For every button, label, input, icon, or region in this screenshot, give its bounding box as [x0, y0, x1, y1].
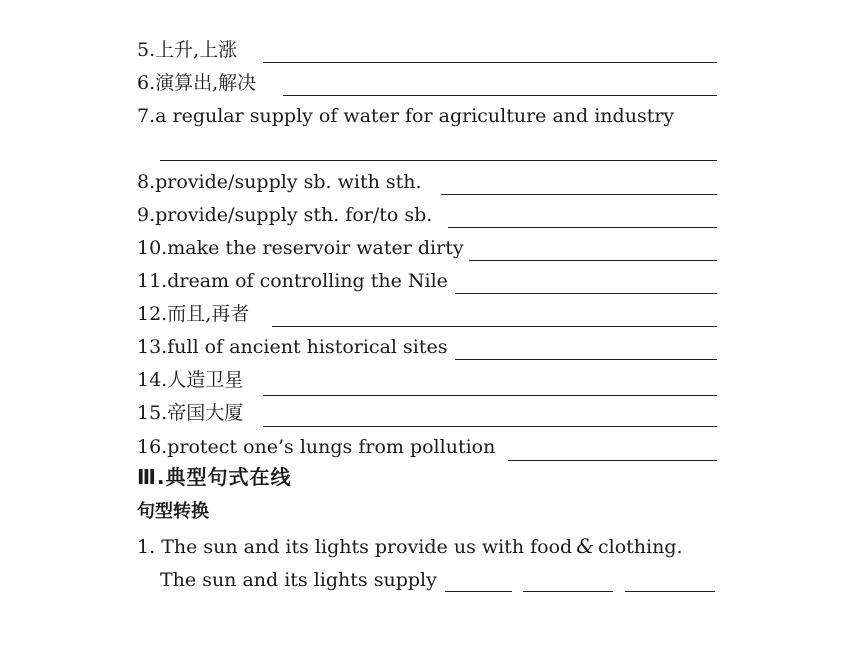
rewrite-blank-1[interactable] [445, 591, 512, 592]
item-text: 而且,再者 [167, 303, 250, 325]
answer-blank-16[interactable] [508, 460, 717, 461]
exercise-sentence-end: clothing. [598, 536, 683, 558]
ampersand-symbol: & [576, 534, 594, 558]
item-number: 9. [137, 204, 156, 226]
item-10 [137, 236, 464, 260]
item-text: dream of controlling the Nile [167, 270, 448, 292]
item-text: provide/supply sb. with sth. [155, 171, 422, 193]
item-text: protect one’s lungs from pollution [167, 436, 496, 458]
item-text: 演算出,解决 [155, 72, 257, 94]
item-number: 7. [137, 105, 156, 127]
item-7 [137, 104, 674, 128]
item-8 [137, 170, 422, 194]
exercise-number: 1. [137, 536, 156, 558]
answer-blank-7[interactable] [160, 160, 717, 161]
answer-blank-12[interactable] [272, 326, 717, 327]
item-number: 8. [137, 171, 156, 193]
item-12 [137, 302, 249, 326]
rewrite-blank-3[interactable] [625, 591, 715, 592]
rewrite-blank-2[interactable] [523, 591, 613, 592]
item-number: 5. [137, 39, 156, 61]
answer-blank-15[interactable] [263, 426, 717, 427]
answer-blank-9[interactable] [448, 227, 717, 228]
exercise-rewrite-prompt: The sun and its lights supply [160, 569, 437, 591]
item-number: 10. [137, 237, 168, 259]
item-number: 16. [137, 436, 168, 458]
item-number: 12. [137, 303, 168, 325]
section-subtitle: 句型转换 [137, 501, 209, 522]
item-5 [137, 38, 237, 62]
item-text: a regular supply of water for agriculture and industry [155, 105, 675, 127]
item-text: 帝国大厦 [167, 402, 244, 424]
item-number: 11. [137, 270, 168, 292]
item-13 [137, 335, 447, 359]
item-number: 13. [137, 336, 168, 358]
item-text: provide/supply sth. for/to sb. [155, 204, 433, 226]
item-11 [137, 269, 448, 293]
answer-blank-13[interactable] [455, 359, 717, 360]
item-15 [137, 401, 243, 425]
item-9 [137, 203, 432, 227]
answer-blank-11[interactable] [455, 293, 717, 294]
item-16 [137, 435, 495, 459]
item-number: 15. [137, 402, 168, 424]
exercise-sentence [137, 534, 683, 559]
item-6 [137, 71, 256, 95]
item-number: 6. [137, 72, 156, 94]
exercise-sentence-start: The sun and its lights provide us with food [161, 536, 573, 558]
item-text: 人造卫星 [167, 369, 244, 391]
answer-blank-10[interactable] [469, 260, 717, 261]
item-text: make the reservoir water dirty [167, 237, 464, 259]
section-title: Ⅲ.典型句式在线 [137, 465, 292, 489]
item-14 [137, 368, 243, 392]
item-number: 14. [137, 369, 168, 391]
answer-blank-14[interactable] [263, 395, 717, 396]
item-text: 上升,上涨 [155, 39, 238, 61]
answer-blank-5[interactable] [263, 62, 717, 63]
answer-blank-6[interactable] [283, 95, 717, 96]
answer-blank-8[interactable] [441, 194, 717, 195]
item-text: full of ancient historical sites [167, 336, 448, 358]
